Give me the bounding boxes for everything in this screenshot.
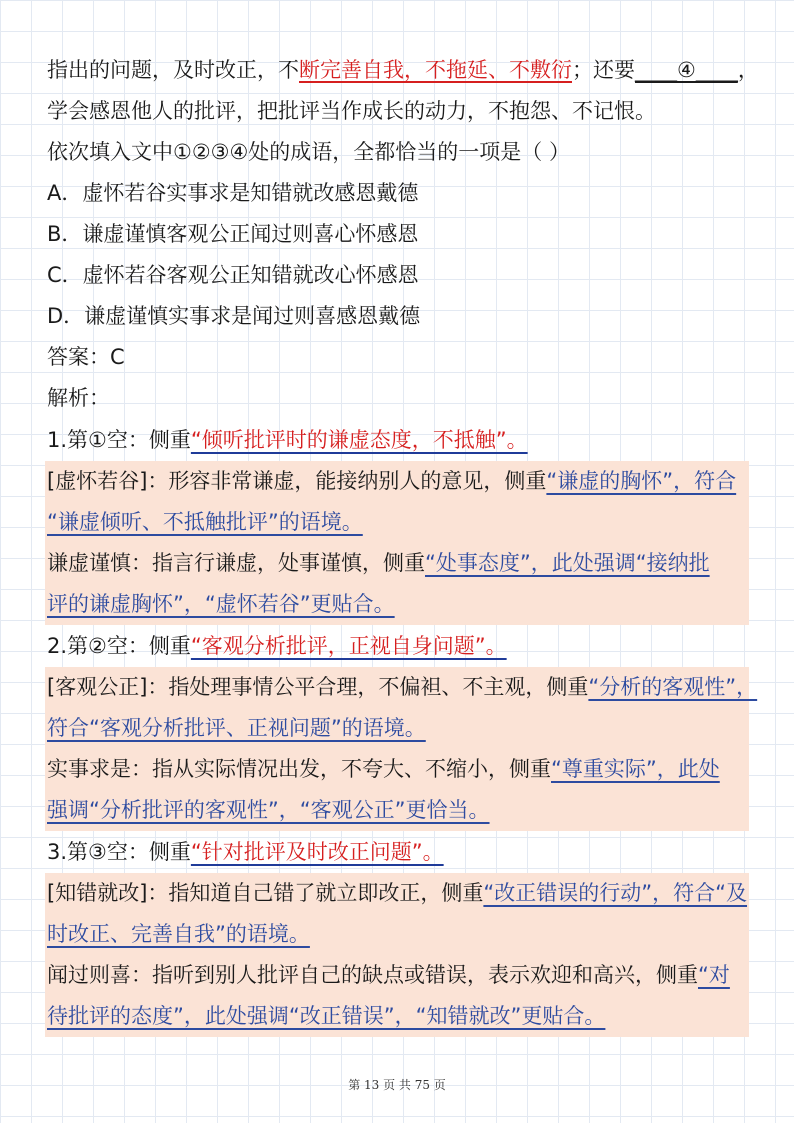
option-c: C．虚怀若谷客观公正知错就改心怀感恩 (47, 263, 419, 287)
section-heading-highlight: “针对批评及时改正问题”。 (190, 840, 444, 864)
entry-definition: [客观公正]：指处理事情公平合理，不偏袒、不主观，侧重 (47, 675, 589, 699)
entry-line (47, 790, 747, 831)
entry-emphasis: 符合“客观分析批评、正视问题”的语境。 (47, 716, 426, 740)
section-2-heading (47, 625, 747, 667)
intro-text: ， (737, 58, 759, 82)
entry-definition: 闻过则喜：指听到别人批评自己的缺点或错误，表示欢迎和高兴，侧重 (47, 963, 698, 987)
entry-line (47, 749, 747, 790)
section-heading-prefix: 2.第②空：侧重 (47, 634, 191, 658)
section-heading-highlight: “倾听批评时的谦虚态度，不抵触”。 (190, 428, 528, 452)
section-3-heading (47, 831, 747, 873)
intro-line-2: 学会感恩他人的批评，把批评当作成长的动力，不抱怨、不记恨。 (47, 99, 656, 123)
option-d: D．谦虚谨慎实事求是闻过则喜感恩戴德 (47, 304, 421, 328)
answer: 答案：C (47, 345, 125, 369)
entry-emphasis: 待批评的态度”，此处强调“改正错误”，“知错就改”更贴合。 (47, 1004, 606, 1028)
document-page (47, 50, 759, 1037)
entry-line (47, 955, 747, 996)
section-heading-prefix: 3.第③空：侧重 (47, 840, 191, 864)
section-1-heading (47, 419, 747, 461)
entry-line (47, 584, 747, 625)
section-2-box (45, 667, 758, 831)
entry-line (47, 996, 747, 1037)
entry-emphasis: 强调“分析批评的客观性”，“客观公正”更恰当。 (47, 798, 490, 822)
entry-emphasis: “分析的客观性”， (588, 675, 758, 699)
entry-line (47, 873, 747, 914)
entry-line (47, 502, 747, 543)
entry-definition: [知错就改]：指知道自己错了就立即改正，侧重 (47, 881, 484, 905)
entry-definition: 谦虚谨慎：指言行谦虚，处事谨慎，侧重 (47, 551, 425, 575)
entry-emphasis: “尊重实际”，此处 (551, 757, 720, 781)
section-3-box (45, 873, 749, 1037)
entry-emphasis: 评的谦虚胸怀”，“虚怀若谷”更贴合。 (47, 592, 395, 616)
entry-emphasis: “谦虚的胸怀”，符合 (546, 469, 737, 493)
entry-emphasis: 时改正、完善自我”的语境。 (47, 922, 310, 946)
option-a: A．虚怀若谷实事求是知错就改感恩戴德 (47, 181, 419, 205)
entry-definition: 实事求是：指从实际情况出发，不夸大、不缩小，侧重 (47, 757, 551, 781)
question-text: 依次填入文中①②③④处的成语，全都恰当的一项是（ ） (47, 140, 570, 164)
intro-text: 指出的问题，及时改正，不 (47, 58, 299, 82)
entry-definition: [虚怀若谷]：形容非常谦虚，能接纳别人的意见，侧重 (47, 469, 547, 493)
intro-line-1 (47, 50, 759, 91)
entry-line (47, 914, 747, 955)
entry-line (47, 667, 758, 708)
entry-line (47, 461, 747, 502)
analysis-label: 解析： (47, 386, 110, 410)
intro-text: ；还要 (572, 58, 635, 82)
entry-emphasis: “处事态度”，此处强调“接纳批 (425, 551, 710, 575)
section-heading-highlight: “客观分析批评，正视自身问题”。 (190, 634, 507, 658)
intro-highlight: 断完善自我，不拖延、不敷衍 (299, 58, 572, 82)
section-heading-prefix: 1.第①空：侧重 (47, 428, 191, 452)
entry-emphasis: “改正错误的行动”，符合“及 (483, 881, 748, 905)
entry-emphasis: “对 (698, 963, 730, 987)
blank-4: ____④____ (635, 58, 738, 82)
entry-line (47, 708, 747, 749)
page-footer: 第 13 页 共 75 页 (348, 1078, 446, 1092)
section-1-box (45, 461, 749, 625)
entry-emphasis: “谦虚倾听、不抵触批评”的语境。 (47, 510, 363, 534)
option-b: B．谦虚谨慎客观公正闻过则喜心怀感恩 (47, 222, 419, 246)
entry-line (47, 543, 747, 584)
